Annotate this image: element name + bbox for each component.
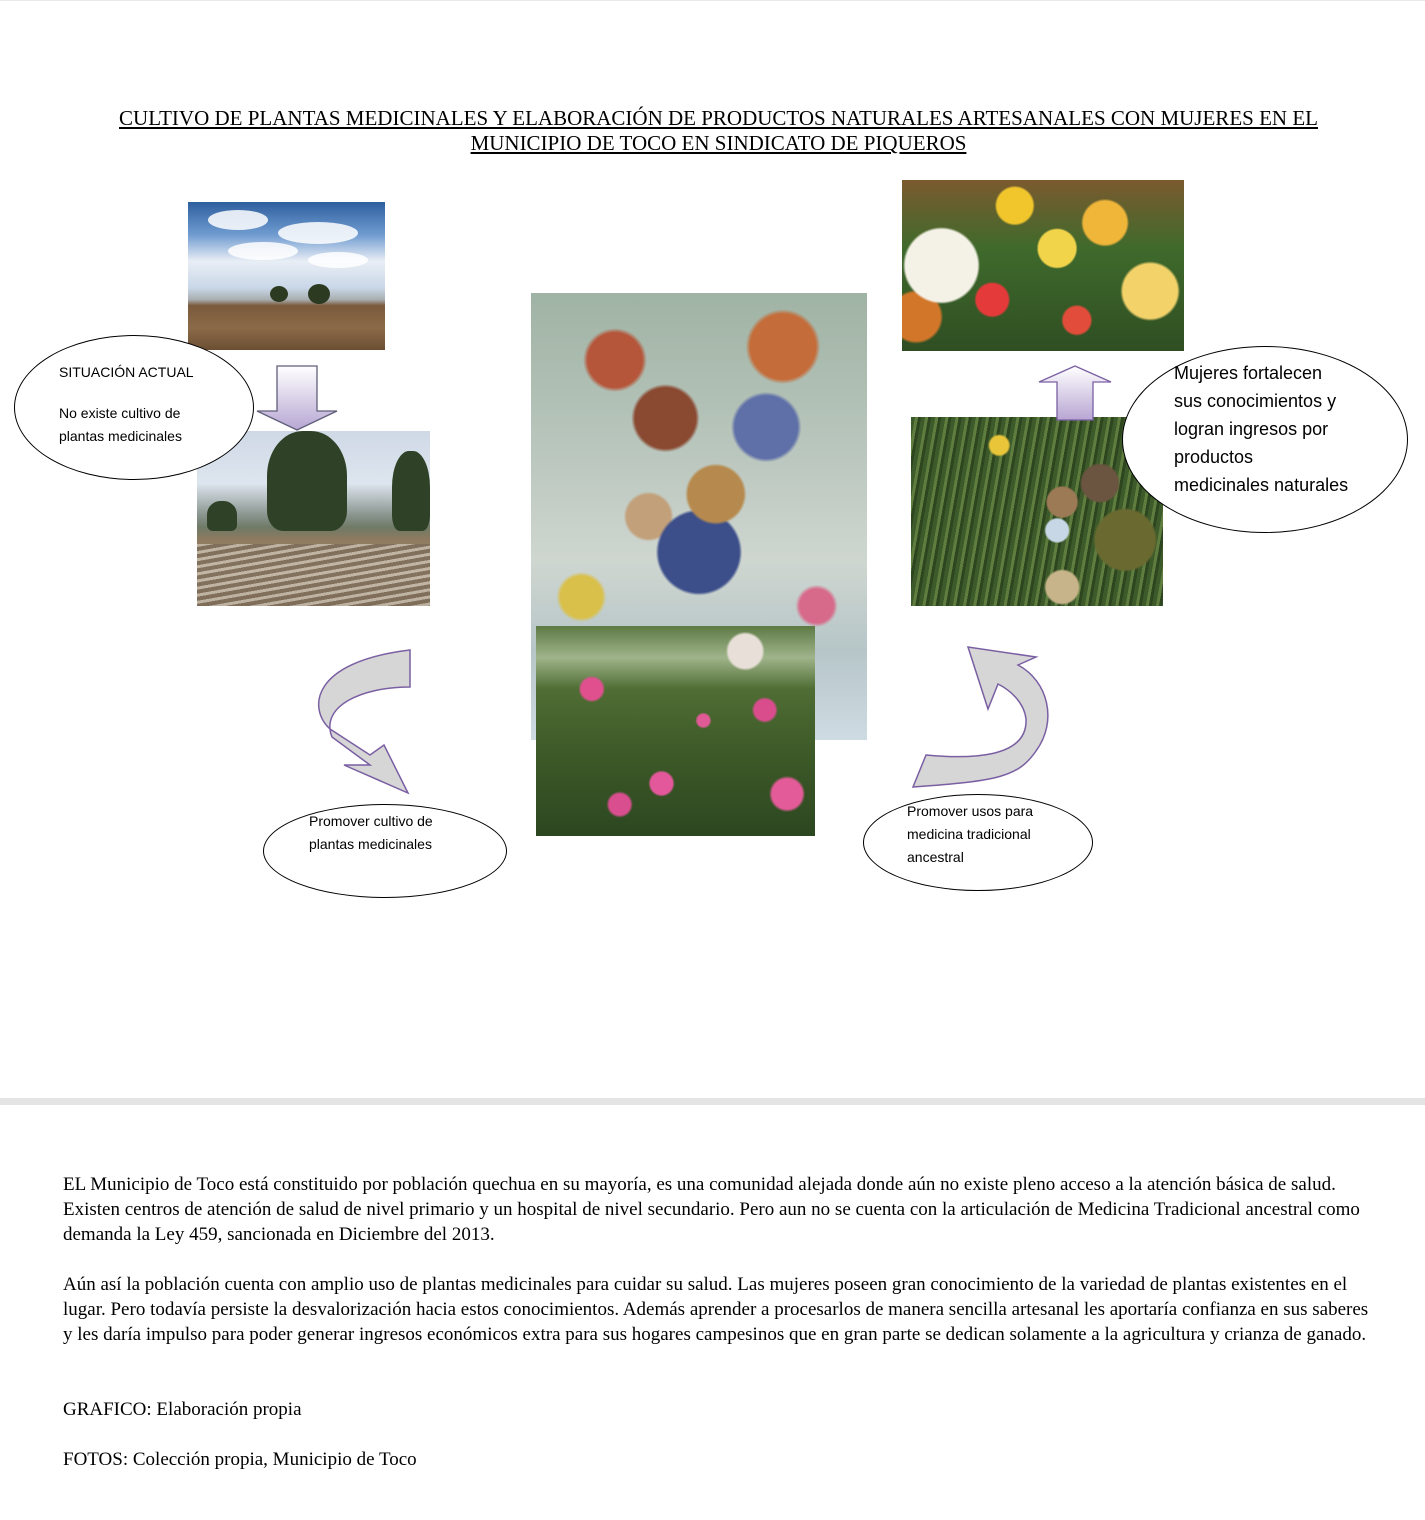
- paragraph-knowledge: Aún así la población cuenta con amplio uso de plantas medicinales para cuidar su salud. Las mujeres poseen gran conocimiento de la variedad de plantas existentes en el lugar. Pero todavía persiste la desvalorización hacia estos conocimientos. Además aprender a procesarlos de manera sencilla artesanal les aportaría confianza en sus saberes y les daría impulso para poder generar ingresos económicos extra para sus hogares campesinos que en gran parte se dedican solamente a la agricultura y crianza de ganado.: [63, 1274, 1369, 1345]
- current-situation-heading: SITUACIÓN ACTUAL: [59, 364, 194, 380]
- page-title: [60, 106, 1377, 156]
- promote-uses-line-2: medicina tradicional: [907, 826, 1031, 842]
- curved-arrow-down-icon: [300, 647, 415, 797]
- promote-uses-bubble: [863, 794, 1093, 891]
- women-outcome-line-5: medicinales naturales: [1174, 475, 1349, 495]
- promote-cultivation-line-1: Promover cultivo de: [309, 813, 433, 829]
- women-outcome-line-1: Mujeres fortalecen: [1174, 363, 1323, 383]
- photo-bare-field: [188, 202, 385, 350]
- title-line-2: MUNICIPIO DE TOCO EN SINDICATO DE PIQUEROS: [470, 131, 967, 155]
- promote-cultivation-bubble: [263, 804, 507, 898]
- graphic-credit: GRAFICO: Elaboración propia: [63, 1399, 302, 1420]
- promote-uses-line-3: ancestral: [907, 849, 964, 865]
- up-arrow-icon: [1037, 365, 1113, 421]
- photo-credit: FOTOS: Colección propia, Municipio de Toco: [63, 1449, 417, 1470]
- current-situation-bubble: [14, 335, 254, 480]
- women-outcome-line-2: sus conocimientos y: [1174, 391, 1337, 411]
- promote-uses-line-1: Promover usos para: [907, 803, 1034, 819]
- photo-tree-field: [197, 431, 430, 606]
- text-page: [0, 1105, 1425, 1520]
- women-outcome-line-4: productos: [1174, 447, 1254, 467]
- women-outcome-line-3: logran ingresos por: [1174, 419, 1329, 439]
- current-situation-line-2: plantas medicinales: [59, 428, 182, 444]
- paragraph-context: EL Municipio de Toco está constituido por población quechua en su mayoría, es una comunidad alejada donde aún no existe pleno acceso a la atención básica de salud. Existen centros de atención de salud de nivel primario y un hospital de nivel secundario. Pero aun no se cuenta con la articulación de Medicina Tradicional ancestral como demanda la Ley 459, sancionada en Diciembre del 2013.: [63, 1174, 1360, 1245]
- title-line-1: CULTIVO DE PLANTAS MEDICINALES Y ELABORACIÓN DE PRODUCTOS NATURALES ARTESANALES CON MUJERES EN EL: [119, 106, 1318, 130]
- curved-arrow-up-icon: [908, 641, 1053, 791]
- women-outcome-bubble: [1122, 346, 1408, 533]
- photo-flower-garden: [536, 626, 815, 836]
- promote-cultivation-line-2: plantas medicinales: [309, 836, 432, 852]
- down-arrow-icon: [255, 365, 340, 431]
- photo-craft-basket: [902, 180, 1184, 351]
- current-situation-line-1: No existe cultivo de: [59, 405, 181, 421]
